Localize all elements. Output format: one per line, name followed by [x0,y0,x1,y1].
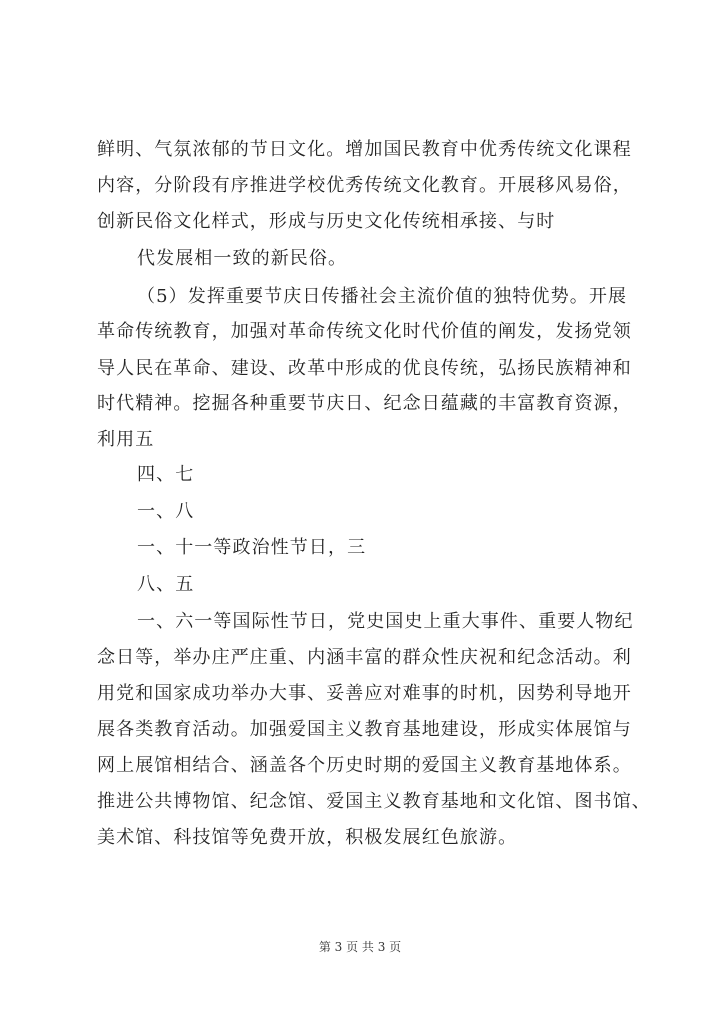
text-line: 用党和国家成功举办大事、妥善应对难事的时机，因势利导地开 [97,683,632,704]
page-footer: 第 3 页 共 3 页 [318,940,402,954]
text-line: 推进公共博物馆、纪念馆、爱国主义教育基地和文化馆、图书馆、 [97,791,651,812]
text-line: 展各类教育活动。加强爱国主义教育基地建设，形成实体展馆与 [97,719,632,740]
text-line: 美术馆、科技馆等免费开放，积极发展红色旅游。 [97,827,518,848]
text-line: 内容，分阶段有序推进学校优秀传统文化教育。开展移风易俗， [97,175,632,196]
text-line: 创新民俗文化样式，形成与历史文化传统相承接、与时 [97,211,556,232]
text-line: 一、八 [137,501,195,522]
text-line: 导人民在革命、建设、改革中形成的优良传统，弘扬民族精神和 [97,358,632,379]
text-line: 四、七 [137,464,195,485]
text-line: （5）发挥重要节庆日传播社会主流价值的独特优势。开展 [137,286,628,307]
text-line: 一、十一等政治性节日，三 [137,537,367,558]
text-line: 革命传统教育，加强对革命传统文化时代价值的阐发，发扬党领 [97,321,632,342]
text-line: 鲜明、气氛浓郁的节日文化。增加国民教育中优秀传统文化课程 [97,139,632,160]
text-line: 代发展相一致的新民俗。 [137,248,348,269]
text-line: 一、六一等国际性节日，党史国史上重大事件、重要人物纪 [137,611,634,632]
text-line: 八、五 [137,574,195,595]
text-line: 利用五 [97,429,155,450]
text-line: 念日等，举办庄严庄重、内涵丰富的群众性庆祝和纪念活动。利 [97,647,632,668]
text-line: 时代精神。挖掘各种重要节庆日、纪念日蕴藏的丰富教育资源， [97,393,632,414]
text-line: 网上展馆相结合、涵盖各个历史时期的爱国主义教育基地体系。 [97,755,632,776]
